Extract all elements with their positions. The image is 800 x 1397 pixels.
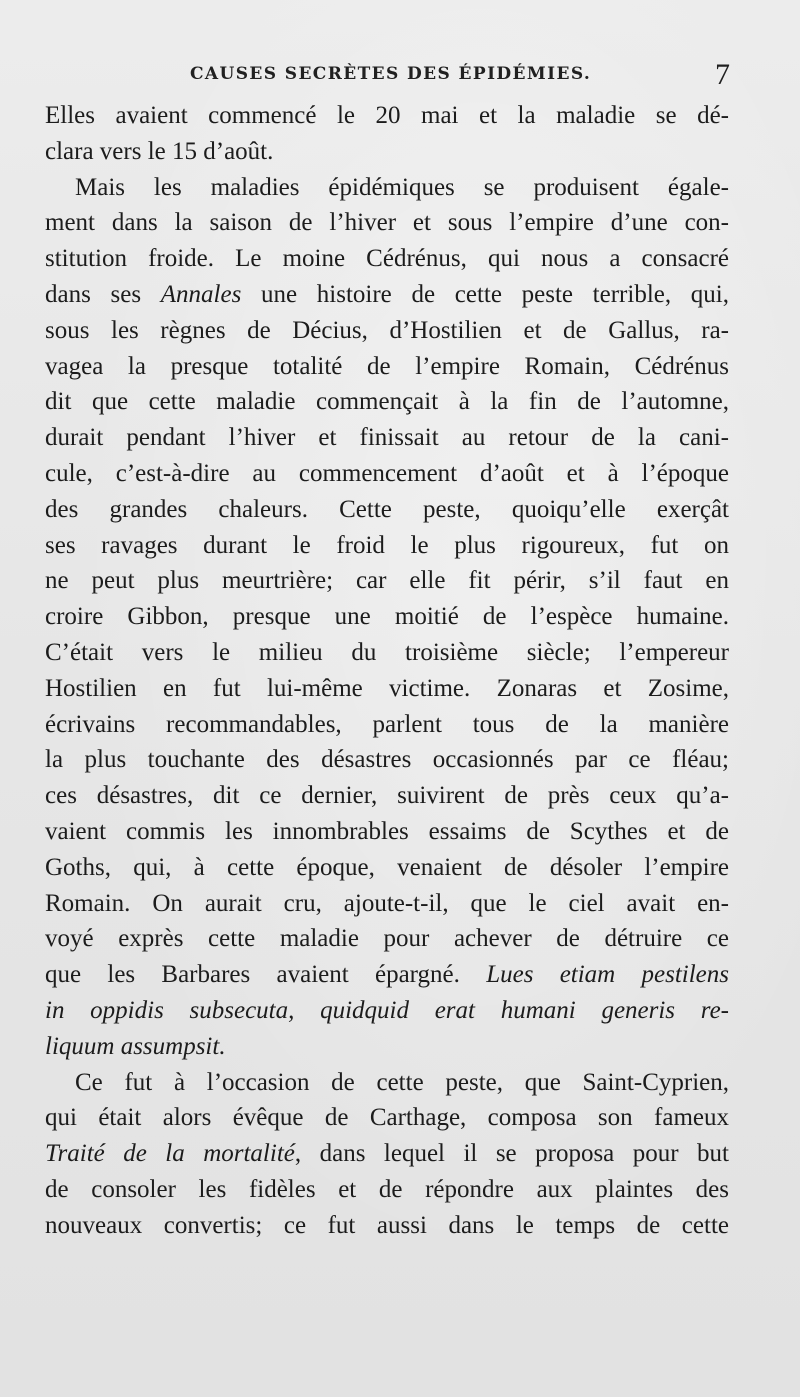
text-line bbox=[45, 1136, 729, 1172]
text-line: ces désastres, dit ce dernier, suivirent de près ceux qu’a- bbox=[45, 782, 729, 810]
text-line: cule, c’est-à-dire au commencement d’août et à l’époque bbox=[45, 459, 729, 487]
text-line: durait pendant l’hiver et finissait au retour de la cani- bbox=[45, 424, 729, 452]
text-segment: que les Barbares avaient épargné. bbox=[45, 961, 487, 989]
page-header bbox=[42, 58, 730, 92]
text-line: ses ravages durant le froid le plus rigoureux, fut on bbox=[45, 531, 729, 559]
latin-quote: Lues etiam pestilens bbox=[486, 961, 729, 989]
text-line: Hostilien en fut lui-même victime. Zonaras et Zosime, bbox=[45, 674, 729, 702]
text-line: ne peut plus meurtrière; car elle fit périr, s’il faut en bbox=[45, 567, 729, 595]
text-line: stitution froide. Le moine Cédrénus, qui nous a consacré bbox=[45, 245, 729, 273]
paragraph-start-line: Mais les maladies épidémiques se produisent égale- bbox=[75, 173, 729, 201]
text-line: la plus touchante des désastres occasionnés par ce fléau; bbox=[45, 746, 729, 774]
text-line bbox=[45, 993, 729, 1029]
text-line: qui était alors évêque de Carthage, composa son fameux bbox=[45, 1104, 729, 1132]
body-text bbox=[45, 98, 729, 1244]
text-line: C’était vers le milieu du troisième siècle; l’empereur bbox=[45, 638, 729, 666]
page-number: 7 bbox=[715, 58, 730, 91]
text-segment: , dans lequel il se proposa pour but bbox=[294, 1140, 729, 1168]
text-line: Goths, qui, à cette époque, venaient de désoler l’empire bbox=[45, 853, 729, 881]
italic-title: Annales bbox=[160, 280, 242, 308]
text-line: ment dans la saison de l’hiver et sous l’empire d’une con- bbox=[45, 209, 729, 237]
text-line: Elles avaient commencé le 20 mai et la maladie se dé- bbox=[45, 102, 729, 129]
text-line: vagea la presque totalité de l’empire Romain, Cédrénus bbox=[45, 352, 729, 380]
italic-title: Traité de la mortalité bbox=[45, 1140, 295, 1168]
running-title: CAUSES SECRÈTES DES ÉPIDÉMIES. bbox=[190, 64, 592, 84]
text-line: croire Gibbon, presque une moitié de l’espèce humaine. bbox=[45, 603, 729, 631]
text-line: nouveaux convertis; ce fut aussi dans le temps de cette bbox=[45, 1211, 729, 1239]
latin-quote: in oppidis subsecuta, quidquid erat humani generis re- bbox=[45, 996, 729, 1024]
paragraph-start-line: Ce fut à l’occasion de cette peste, que Saint-Cyprien, bbox=[75, 1068, 729, 1096]
text-segment: une histoire de cette peste terrible, qui, bbox=[241, 280, 729, 308]
text-line: des grandes chaleurs. Cette peste, quoiqu’elle exerçât bbox=[45, 495, 729, 523]
text-line: de consoler les fidèles et de répondre aux plaintes des bbox=[45, 1175, 729, 1203]
latin-quote: liquum assumpsit. bbox=[45, 1032, 226, 1060]
text-line: Romain. On aurait cru, ajoute-t-il, que le ciel avait en- bbox=[45, 889, 729, 917]
text-segment: dans ses bbox=[45, 280, 161, 308]
text-line: sous les règnes de Décius, d’Hostilien et de Gallus, ra- bbox=[45, 316, 729, 344]
text-line: dit que cette maladie commençait à la fin de l’automne, bbox=[45, 388, 729, 416]
text-line: voyé exprès cette maladie pour achever de détruire ce bbox=[45, 925, 729, 953]
text-line: écrivains recommandables, parlent tous de la manière bbox=[45, 710, 729, 738]
text-line bbox=[45, 277, 729, 313]
text-line: vaient commis les innombrables essaims de Scythes et de bbox=[45, 817, 729, 845]
text-line bbox=[45, 957, 729, 993]
text-line: clara vers le 15 d’août. bbox=[45, 137, 274, 165]
text-line bbox=[45, 1029, 729, 1065]
